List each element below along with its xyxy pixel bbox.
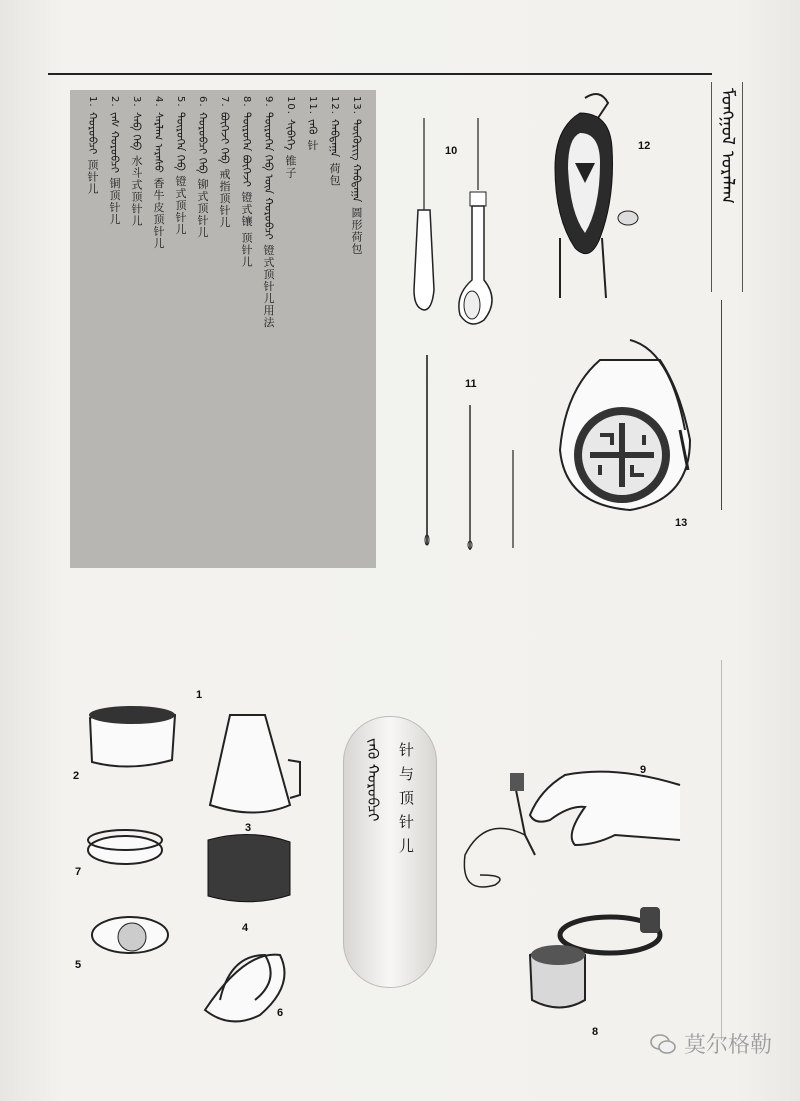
legend-mongol: ᠵᠡᠭᠦ [306,119,319,135]
legend-mongol: ᠳᠦᠷᠦᠭᠡᠨ ᠪᠥᠭᠡᠵᠢ [240,112,253,187]
legend-num: 10. [285,96,296,115]
legend-item [146,96,168,249]
watermark [650,1028,772,1059]
legend-mongol: ᠬᠠᠪᠲᠠᠭᠠ [328,119,341,158]
pouch-illustration [540,88,640,308]
legend-mongol: ᠰᠠᠪ ᠬᠡᠪ [130,112,143,151]
legend-mongol: ᠲᠥᠭᠥᠷᠢᠭ ᠬᠠᠪᠲᠠᠭᠠ [350,119,363,203]
legend-mongol: ᠵᠡᠰ ᠬᠤᠷᠤᠪᠴᠢ [108,112,121,174]
legend-zh: 铆式顶针儿 [196,178,209,239]
legend-zh: 顶针儿 [86,158,99,195]
legend-zh: 镫式镶 顶针儿 [240,191,253,268]
legend-num: 3. [131,96,142,108]
legend-zh: 铜顶针儿 [108,177,121,226]
figure-label: 13 [675,517,688,529]
figure-label: 3 [245,822,252,834]
legend-mongol: ᠳᠦᠷᠦᠭᠡᠨ ᠬᠡᠪ ᠦᠨ ᠬᠤᠷᠤᠪᠴᠢ [262,112,275,240]
legend-num: 8. [241,96,252,108]
legend-num: 7. [219,96,230,108]
chat-bubble-icon [650,1033,676,1055]
round-pouch-illustration [550,330,710,530]
legend-num: 4. [153,96,164,108]
legend-zh: 荷包 [328,162,341,187]
legend-mongol: ᠪᠥᠭᠡᠵᠢ ᠬᠡᠪ [218,112,231,164]
header-rule [48,73,712,75]
legend-zh: 锥子 [284,155,297,180]
figure-label: 4 [242,922,249,934]
thimbles-illustration [80,700,320,1040]
margin-rule [721,300,722,510]
title-mongol: ᠵᠡᠭᠦ ᠬᠤᠷᠤᠪᠴᠢ [364,738,382,822]
figure-label: 11 [465,378,477,390]
figure-label: 2 [73,770,80,782]
legend-zh: 圆形荷包 [350,207,363,256]
ring-thimble-illustration [520,895,670,1025]
figure-label: 8 [592,1026,599,1038]
section-tab-text-2: ᠤᠷᠠᠯᠠᠭ [717,150,738,204]
legend-mongol: ᠰᠠᠷᠯᠠᠭ ᠠᠷᠠᠰᠤ [152,112,165,173]
section-tab-text-1: ᠮᠣᠩᠭᠣᠯ [717,88,738,145]
figure-label: 7 [75,866,82,878]
legend-zh: 镫式顶针儿用法 [262,244,275,329]
legend-num: 12. [329,96,340,115]
legend-num: 2. [109,96,120,108]
legend-item [256,96,278,328]
figure-label: 5 [75,959,82,971]
hand-illustration [455,745,685,920]
legend-item [124,96,146,227]
figure-label: 12 [638,140,651,152]
legend-item [168,96,190,235]
figure-label: 6 [277,1007,284,1019]
legend-item [278,96,300,179]
watermark-text: 莫尔格勒 [683,1033,772,1058]
legend-zh: 戒指顶针儿 [218,168,231,229]
section-tab [711,82,743,292]
legend-item [212,96,234,228]
legend-num: 13. [351,96,362,115]
legend-mongol: ᠰᠢᠪᠡᠭᠡ [284,119,297,151]
legend-num: 9. [263,96,274,108]
legend-num: 5. [175,96,186,108]
legend-zh: 香牛皮顶针儿 [152,177,165,250]
legend-mongol: ᠬᠤᠷᠤᠪᠴᠢ ᠬᠡᠪ [196,112,209,174]
figure-label: 10 [445,145,458,157]
legend-item [300,96,322,151]
legend-item [190,96,212,238]
figure-label: 9 [640,764,647,776]
legend-item [102,96,124,226]
legend-zh: 水斗式顶针儿 [130,154,143,227]
legend-item [234,96,256,268]
legend-num: 1. [87,96,98,108]
legend-mongol: ᠬᠤᠷᠤᠪᠴᠢ [86,112,99,155]
margin-rule-lower [721,660,722,1040]
legend-item [322,96,344,186]
legend-num: 11. [307,96,318,115]
legend-zh: 镫式顶针儿 [174,175,187,236]
legend [76,96,372,556]
legend-mongol: ᠳᠦᠷᠦᠭᠡᠨ ᠬᠡᠪ [174,112,187,171]
figure-label: 1 [196,689,203,701]
legend-num: 6. [197,96,208,108]
legend-zh: 针 [306,139,319,152]
page-title: 针与顶针儿 [397,742,415,862]
legend-item [80,96,102,195]
legend-item [344,96,366,255]
